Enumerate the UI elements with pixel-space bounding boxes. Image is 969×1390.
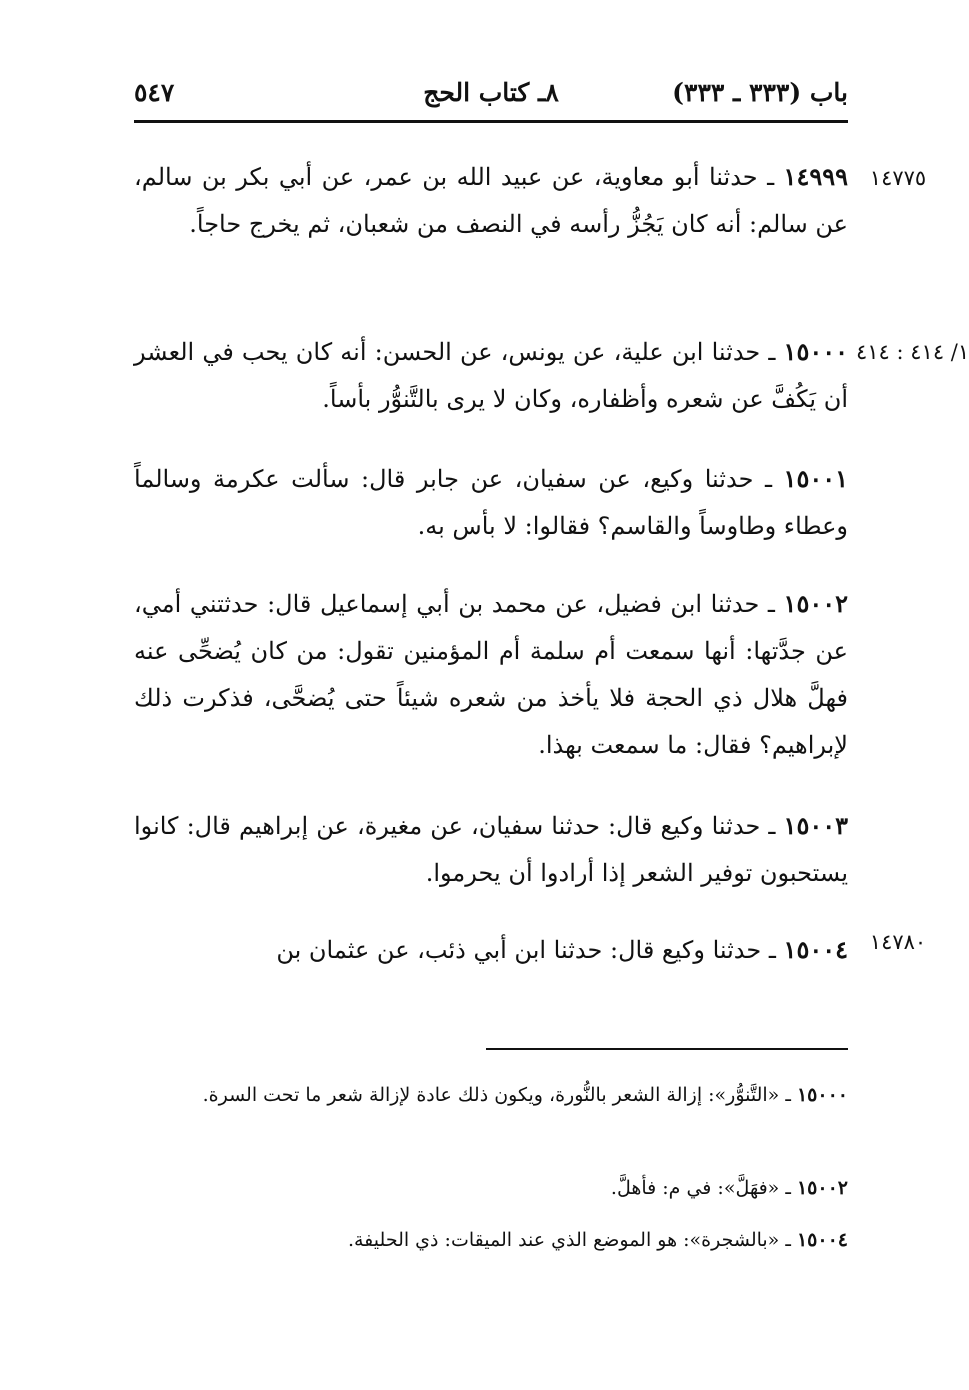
hadith-text: ـ حدثنا وكيع قال: حدثنا ابن أبي ذئب، عن عثمان بن	[276, 936, 776, 964]
hadith-paragraph	[134, 926, 848, 974]
hadith-text: ـ حدثنا وكيع، عن سفيان، عن جابر قال: سألت عكرمة وسالماً وعطاء وطاوساً والقاسم؟ فقالوا: لا بأس به.	[134, 465, 848, 540]
hadith-number: ١٥٠٠٤	[783, 935, 848, 964]
margin-ref: ١٤٧٨٠	[869, 930, 927, 954]
margin-ref: ١/ ٤١٤ : ٤١٤	[856, 340, 969, 364]
footnote	[134, 1077, 848, 1113]
hadith-number: ١٤٩٩٩	[783, 162, 848, 191]
header-rule	[134, 120, 848, 123]
footnote-text: ـ «فهَلَّ»: في م: فأهلَّ.	[610, 1177, 791, 1199]
footnote-number: ١٥٠٠٢	[796, 1177, 848, 1199]
hadith-text: ـ حدثنا ابن علية، عن يونس، عن الحسن: أنه كان يحب في العشر أن يَكُفَّ عن شعره وأظفاره، وكان لا يرى بالتَّنوُّر بأساً.	[134, 338, 848, 413]
page-number: ٥٤٧	[134, 78, 175, 107]
footnote-text: ـ «بالشجرة»: هو الموضع الذي عند الميقات: ذي الحليفة.	[347, 1229, 791, 1251]
hadith-paragraph	[134, 153, 848, 248]
hadith-number: ١٥٠٠٠	[783, 337, 848, 366]
footnote	[134, 1170, 848, 1206]
footnote-number: ١٥٠٠٤	[796, 1229, 848, 1251]
footnote-separator	[486, 1048, 848, 1050]
hadith-paragraph	[134, 328, 848, 423]
hadith-paragraph	[134, 455, 848, 550]
footnote	[134, 1222, 848, 1258]
footnote-number: ١٥٠٠٠	[796, 1084, 848, 1106]
footnote-text: ـ «التَّنوُّر»: إزالة الشعر بالنُّورة، ويكون ذلك عادة لإزالة شعر ما تحت السرة.	[202, 1084, 791, 1106]
hadith-text: ـ حدثنا ابن فضيل، عن محمد بن أبي إسماعيل قال: حدثتني أمي، عن جدَّتها: أنها سمعت أم سلمة أم المؤمنين تقول: من كان يُضحِّى عنه فهلَّ هلال ذي الحجة فلا يأخذ من شعره شيئاً حتى يُضحَّى، فذكرت ذلك لإبراهيم؟ فقال: ما سمعت بهذا.	[134, 590, 848, 759]
chapter-range: باب (٣٣٣ ـ ٣٣٣)	[672, 78, 848, 107]
hadith-text: ـ حدثنا أبو معاوية، عن عبيد الله بن عمر، عن أبي بكر بن سالم، عن سالم: أنه كان يَجُزُّ رأسه في النصف من شعبان، ثم يخرج حاجاً.	[134, 163, 848, 238]
margin-ref: ١٤٧٧٥	[869, 166, 927, 190]
hadith-paragraph	[134, 580, 848, 769]
hadith-number: ١٥٠٠٢	[783, 589, 848, 618]
hadith-number: ١٥٠٠٣	[783, 811, 848, 840]
hadith-number: ١٥٠٠١	[783, 464, 848, 493]
page-header	[134, 78, 848, 114]
book-title: ٨ـ كتاب الحج	[423, 78, 559, 107]
hadith-paragraph	[134, 802, 848, 897]
hadith-text: ـ حدثنا وكيع قال: حدثنا سفيان، عن مغيرة، عن إبراهيم قال: كانوا يستحبون توفير الشعر إذا أرادوا أن يحرموا.	[134, 812, 848, 887]
